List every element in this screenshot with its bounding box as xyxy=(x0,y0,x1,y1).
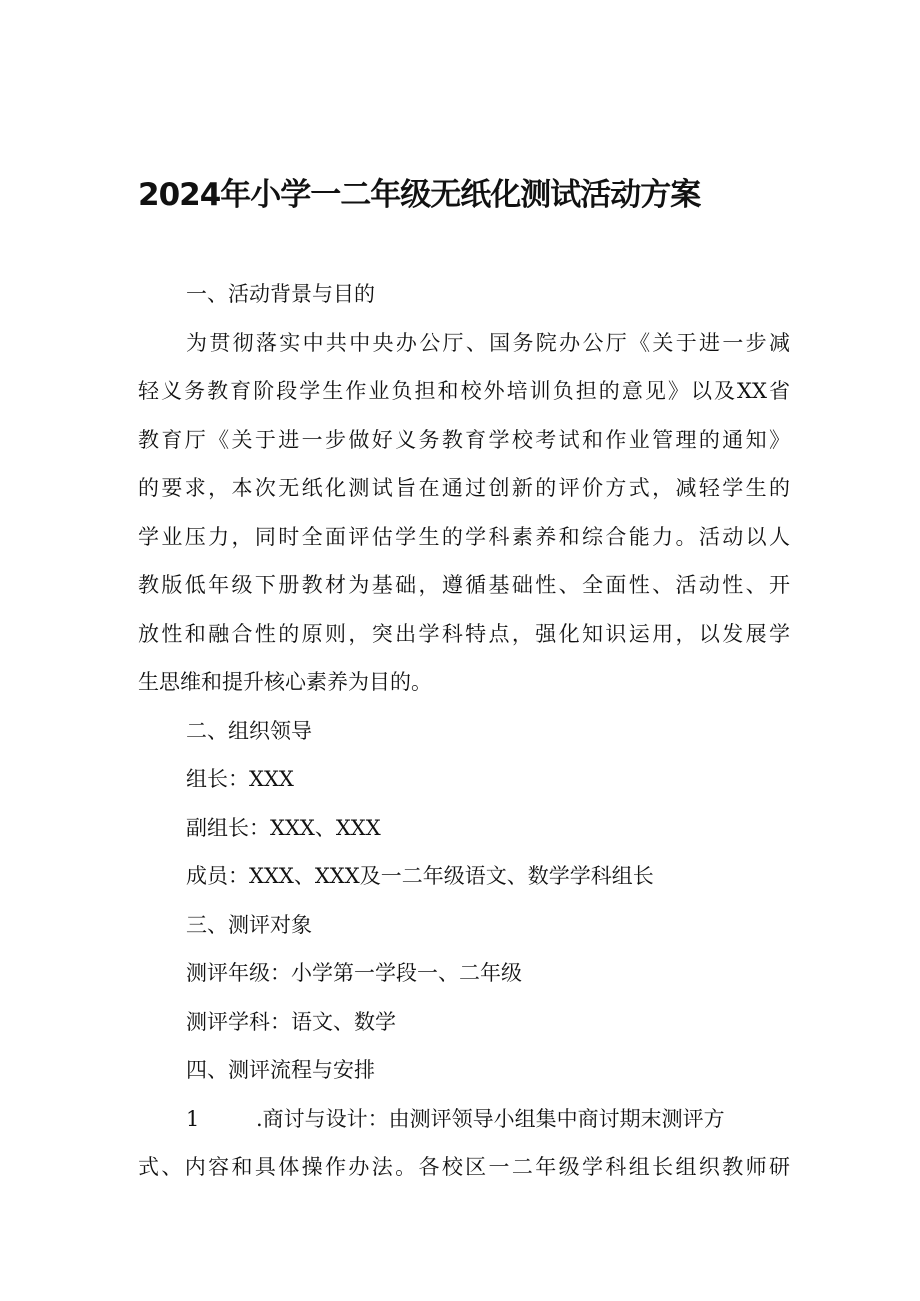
paragraph-line: 生思维和提升核心素养为目的。 xyxy=(138,670,432,694)
paragraph-line: 教版低年级下册教材为基础，遵循基础性、全面性、活动性、开 xyxy=(138,573,790,597)
process-item-1 xyxy=(138,1095,790,1144)
members-line: 成员：XXX、XXX及一二年级语文、数学学科组长 xyxy=(186,864,654,888)
paragraph-line: 学业压力，同时全面评估学生的学科素养和综合能力。活动以人 xyxy=(138,524,790,549)
item-number: 1 xyxy=(186,1106,200,1131)
section-heading-organization: 二、组织领导 xyxy=(186,718,312,743)
item-text: .商讨与设计：由测评领导小组集中商讨期末测评方 xyxy=(256,1106,725,1131)
paragraph-line: 轻义务教育阶段学生作业负担和校外培训负担的意见》以及XX省 xyxy=(138,379,790,403)
leader-line: 组长：XXX xyxy=(186,767,294,791)
section-heading-target: 三、测评对象 xyxy=(186,912,312,937)
section-heading-background: 一、活动背景与目的 xyxy=(186,282,375,306)
paragraph-line: 为贯彻落实中共中央办公厅、国务院办公厅《关于进一步减 xyxy=(186,330,790,355)
document-title: 2024年小学一二年级无纸化测试活动方案 xyxy=(138,177,701,213)
paragraph-line: 的要求，本次无纸化测试旨在通过创新的评价方式，减轻学生的 xyxy=(138,476,790,500)
paragraph-line: 放性和融合性的原则，突出学科特点，强化知识运用，以发展学 xyxy=(138,621,790,646)
deputy-leader-line: 副组长：XXX、XXX xyxy=(186,815,381,840)
paragraph-line: 式、内容和具体操作办法。各校区一二年级学科组长组织教师研 xyxy=(138,1155,790,1179)
document-body xyxy=(138,270,790,1192)
paragraph-line: 教育厅《关于进一步做好义务教育学校考试和作业管理的通知》 xyxy=(138,427,790,452)
grade-line: 测评年级：小学第一学段一、二年级 xyxy=(186,961,522,985)
subject-line: 测评学科：语文、数学 xyxy=(186,1009,396,1034)
section-heading-process: 四、测评流程与安排 xyxy=(186,1058,375,1082)
